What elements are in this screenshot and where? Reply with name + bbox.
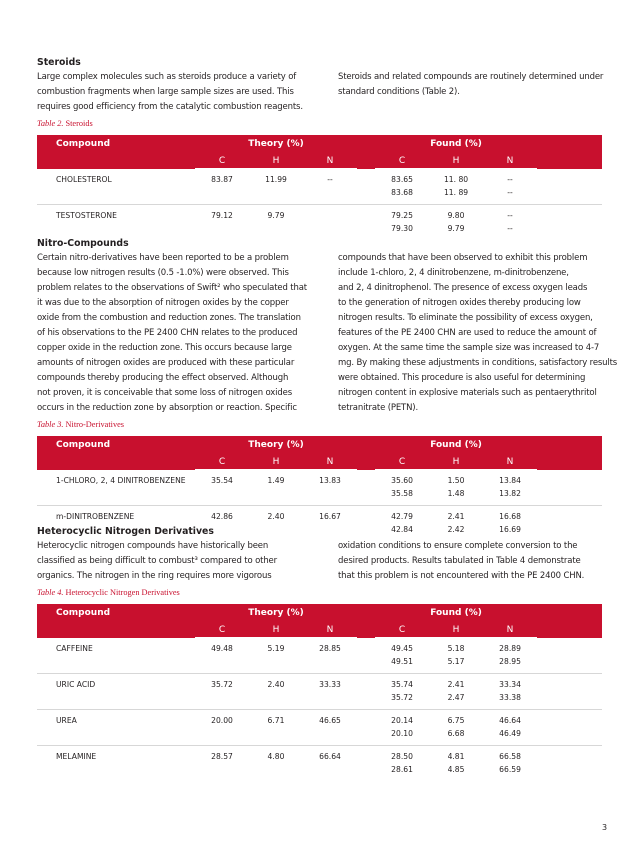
found-value: 13.82 [499,489,521,498]
found-values [483,674,537,710]
text-line: tetranitrate (PETN). [338,403,419,413]
found-value: 49.45 [391,644,413,653]
table-header-row [37,604,602,622]
found-value: 33.38 [499,693,521,702]
found-value: 1.50 [447,476,465,485]
table-caption [37,419,602,431]
cell-end [537,205,602,241]
theory-value: 28.85 [319,644,341,653]
column-group-found: Found (%) [375,604,537,622]
found-value: 4.85 [447,765,465,774]
found-values [483,710,537,746]
cell-end [537,746,602,782]
table-row [37,746,602,782]
theory-value: 6.71 [249,710,303,746]
text-line: Steroids and related compounds are routinely determined under [338,72,604,82]
found-value: 35.74 [391,680,413,689]
found-values [375,638,429,674]
section-heading: Nitro-Compounds [37,238,129,249]
found-value: 28.50 [391,752,413,761]
table-caption [37,118,602,130]
table-number: Table 4. [37,588,64,597]
found-value: 35.72 [391,693,413,702]
text-line: amounts of nitrogen oxides are produced with these particular [37,358,295,368]
found-value: -- [507,175,513,184]
theory-value: 16.67 [303,506,357,542]
column-group-theory: Theory (%) [195,604,357,622]
theory-value: 13.83 [319,476,341,485]
found-values [429,638,483,674]
column-group-theory: Theory (%) [195,135,357,153]
found-value: 83.65 [391,175,413,184]
found-value: 9.79 [447,224,465,233]
header-end [537,135,602,153]
found-values [483,746,537,782]
found-value: 2.41 [447,680,465,689]
cell-end [537,470,602,506]
found-values [483,205,537,241]
table-subheader-row [37,454,602,470]
found-values [429,710,483,746]
heterocyclic-section [37,525,602,781]
right-column [338,539,602,584]
right-column [338,251,618,416]
theory-value: 1.49 [267,476,285,485]
text-line: oxygen. At the same time the sample size was increased to 4-7 [338,343,600,353]
found-value: 11. 80 [443,175,469,184]
found-value: 2.42 [447,525,465,534]
found-value: 16.69 [499,525,521,534]
left-column [37,251,307,416]
found-value: 2.41 [447,512,465,521]
subheader-end [537,153,602,169]
text-line: were obtained. This procedure is also useful for determining [338,373,586,383]
theory-value: 49.48 [211,644,233,653]
found-value: 28.95 [499,657,521,666]
subheader-found-n: N [483,454,537,470]
text-line: standard conditions (Table 2). [338,87,460,97]
subheader-end [537,454,602,470]
subheader-theory-h: H [249,153,303,169]
compound-name: TESTOSTERONE [37,205,195,241]
text-line: problem relates to the observations of Swift² who speculated that [37,283,307,293]
table-number: Table 2. [37,119,64,128]
found-value: 20.10 [391,729,413,738]
compound-name: 1-CHLORO, 2, 4 DINITROBENZENE [56,475,186,485]
found-values [483,169,537,205]
found-value: 46.49 [499,729,521,738]
text-line: that this problem is not encountered with the PE 2400 CHN. [338,571,585,581]
theory-value [303,205,357,241]
subheader-found-c: C [375,454,429,470]
found-value: 4.81 [447,752,465,761]
subheader-theory-h: H [249,622,303,638]
text-line: oxide from the combustion and reduction zones. The translation [37,313,301,323]
column-group-found: Found (%) [375,135,537,153]
found-value: -- [507,211,513,220]
text-line: oxidation conditions to ensure complete conversion to the [338,541,578,551]
text-line: to the generation of nitrogen oxides thereby producing low [338,298,581,308]
theory-value: 83.87 [211,175,233,184]
table-subheader-row [37,622,602,638]
found-values [375,710,429,746]
table-header-row [37,436,602,454]
subheader-gap [357,622,375,638]
found-values [483,638,537,674]
found-value: 16.68 [499,512,521,521]
cell-gap [357,638,375,674]
header-gap [357,436,375,454]
found-values [429,205,483,241]
column-header-compound: Compound [37,604,195,622]
theory-value: 20.00 [195,710,249,746]
cell-gap [357,674,375,710]
found-value: 6.68 [447,729,465,738]
text-line: not proven, it is conceivable that some loss of nitrogen oxides [37,388,292,398]
found-value: 35.58 [391,489,413,498]
found-value: 79.25 [391,211,413,220]
found-values [375,674,429,710]
text-line: combustion fragments when large sample sizes are used. This [37,87,294,97]
found-values [375,205,429,241]
found-value: 6.75 [447,716,465,725]
theory-value: 35.54 [211,476,233,485]
theory-value: 28.57 [195,746,249,782]
found-value: 33.34 [499,680,521,689]
found-value: 66.58 [499,752,521,761]
header-gap [357,135,375,153]
found-value: 83.68 [391,188,413,197]
subheader-theory-c: C [195,153,249,169]
found-value: 35.60 [391,476,413,485]
subheader-gap [357,153,375,169]
found-values [375,470,429,506]
nitro-compounds-section [37,237,618,541]
cell-gap [357,710,375,746]
found-value: 42.79 [391,512,413,521]
cell-end [537,710,602,746]
subheader-found-n: N [483,153,537,169]
found-value: 5.17 [447,657,465,666]
section-heading: Heterocyclic Nitrogen Derivatives [37,526,214,537]
theory-value: 33.33 [303,674,357,710]
text-line: Certain nitro-derivatives have been reported to be a problem [37,253,289,263]
table-row [37,169,602,205]
compound-name: CHOLESTEROL [56,174,112,184]
subheader-blank [37,153,195,169]
theory-value: 66.64 [303,746,357,782]
column-group-found: Found (%) [375,436,537,454]
text-line: compounds that have been observed to exhibit this problem [338,253,588,263]
steroids-section [37,56,602,240]
text-line: organics. The nitrogen in the ring requires more vigorous [37,571,272,581]
theory-value: 35.72 [195,674,249,710]
table-title: Nitro-Derivatives [65,420,125,429]
found-value: 5.18 [447,644,465,653]
theory-value: 46.65 [303,710,357,746]
found-value: 1.48 [447,489,465,498]
right-column [338,70,602,115]
compound-name: CAFFEINE [56,643,93,653]
subheader-blank [37,622,195,638]
compound-name: m-DINITROBENZENE [37,506,195,542]
column-header-compound: Compound [37,436,195,454]
compound-name: UREA [37,710,195,746]
cell-end [537,638,602,674]
subheader-theory-h: H [249,454,303,470]
table-number: Table 3. [37,420,64,429]
found-values [375,746,429,782]
table-row [37,205,602,241]
found-values [429,470,483,506]
subheader-blank [37,454,195,470]
text-line: and 2, 4 dinitrophenol. The presence of excess oxygen leads [338,283,588,293]
found-values [429,169,483,205]
text-line: mg. By making these adjustments in conditions, satisfactory results [338,358,618,368]
found-value: 49.51 [391,657,413,666]
left-column [37,70,301,115]
found-values [375,169,429,205]
found-value: 28.61 [391,765,413,774]
table-row [37,710,602,746]
text-line: it was due to the absorption of nitrogen oxides by the copper [37,298,289,308]
text-line: Heterocyclic nitrogen compounds have historically been [37,541,269,551]
found-value: 9.80 [447,211,465,220]
text-line: because low nitrogen results (0.5 -1.0%) were observed. This [37,268,289,278]
theory-value: 79.12 [195,205,249,241]
table-row [37,638,602,674]
subheader-found-h: H [429,454,483,470]
subheader-found-n: N [483,622,537,638]
subheader-found-h: H [429,622,483,638]
column-header-compound: Compound [37,135,195,153]
text-line: features of the PE 2400 CHN are used to reduce the amount of [338,328,597,338]
subheader-end [537,622,602,638]
found-value: 28.89 [499,644,521,653]
subheader-theory-n: N [303,454,357,470]
header-gap [357,604,375,622]
cell-end [537,169,602,205]
found-values [429,746,483,782]
text-line: nitrogen results. To eliminate the possibility of excess oxygen, [338,313,593,323]
theory-value: 2.40 [249,674,303,710]
text-line: copper oxide in the reduction zone. This occurs because large [37,343,292,353]
body-text [37,251,618,416]
theory-value: 5.19 [267,644,285,653]
column-group-theory: Theory (%) [195,436,357,454]
text-line: classified as being difficult to combust³ compared to other [37,556,277,566]
cell-gap [357,205,375,241]
body-text [37,539,602,584]
text-line: desired products. Results tabulated in Table 4 demonstrate [338,556,581,566]
data-table [37,135,602,240]
table-caption [37,587,602,599]
text-line: nitrogen content in explosive materials such as pentaerythritol [338,388,597,398]
subheader-theory-n: N [303,622,357,638]
header-end [537,436,602,454]
table-title: Steroids [65,119,93,128]
table-row [37,674,602,710]
theory-value: 11.99 [265,175,287,184]
text-line: occurs in the reduction zone by absorption or reaction. Specific [37,403,297,413]
text-line: include 1-chloro, 2, 4 dinitrobenzene, m-dinitrobenzene, [338,268,569,278]
subheader-found-c: C [375,153,429,169]
cell-gap [357,169,375,205]
found-value: -- [507,188,513,197]
found-value: 79.30 [391,224,413,233]
cell-gap [357,470,375,506]
cell-end [537,674,602,710]
subheader-gap [357,454,375,470]
compound-name: MELAMINE [37,746,195,782]
subheader-theory-c: C [195,622,249,638]
text-line: of his observations to the PE 2400 CHN relates to the produced [37,328,298,338]
section-heading: Steroids [37,57,81,68]
found-value: 66.59 [499,765,521,774]
found-value: 11. 89 [443,188,469,197]
table-title: Heterocyclic Nitrogen Derivatives [65,588,180,597]
found-value: 46.64 [499,716,521,725]
found-value: 2.47 [447,693,465,702]
subheader-found-c: C [375,622,429,638]
theory-value: 9.79 [249,205,303,241]
found-value: 42.84 [391,525,413,534]
header-end [537,604,602,622]
subheader-theory-n: N [303,153,357,169]
compound-name: URIC ACID [37,674,195,710]
subheader-found-h: H [429,153,483,169]
page-number: 3 [602,823,608,832]
found-values [483,470,537,506]
theory-value: 42.86 [195,506,249,542]
subheader-theory-c: C [195,454,249,470]
found-value: 20.14 [391,716,413,725]
text-line: requires good efficiency from the catalytic combustion reagents. [37,102,303,112]
cell-gap [357,746,375,782]
table-subheader-row [37,153,602,169]
theory-value: 2.40 [249,506,303,542]
table-row [37,470,602,506]
table-header-row [37,135,602,153]
data-table [37,604,602,781]
left-column [37,539,301,584]
text-line: compounds thereby producing the effect observed. Although [37,373,289,383]
found-values [429,674,483,710]
theory-value: 4.80 [249,746,303,782]
theory-value: -- [327,175,333,184]
text-line: Large complex molecules such as steroids produce a variety of [37,72,297,82]
body-text [37,70,602,115]
found-value: 13.84 [499,476,521,485]
found-value: -- [507,224,513,233]
